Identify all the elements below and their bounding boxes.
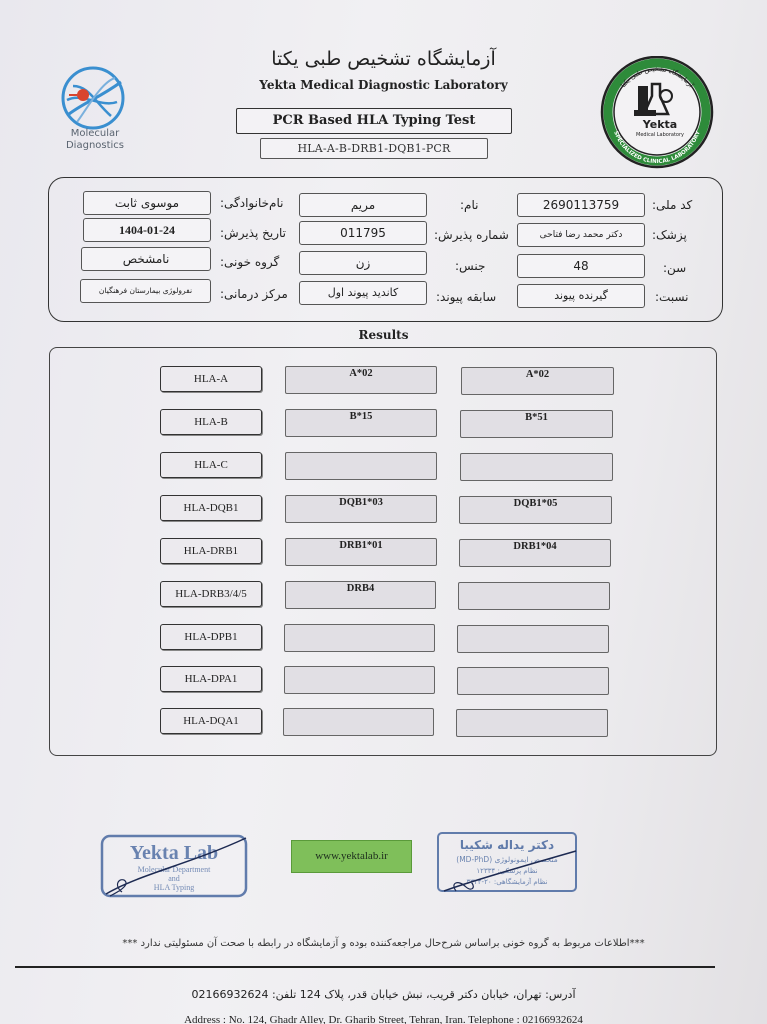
seal-brand: Yekta [642, 118, 678, 131]
seal-ring-text: SPECIALIZED CLINICAL LABORATORY [612, 130, 702, 166]
national-id-value: 2690113759 [517, 193, 645, 217]
stamp-lab-line1: Molecular Department [137, 865, 211, 874]
national-id-label: کد ملی: [652, 198, 693, 212]
stamp-doctor-name: دکتر یداله شکیبا [459, 838, 555, 852]
reception-number-value: 011795 [299, 221, 427, 245]
last-name-value: موسوی ثابت [83, 191, 211, 215]
age-label: سن: [663, 261, 687, 275]
allele1-hla-dqa1 [283, 708, 434, 736]
relation-value: گیرنده پیوند [517, 284, 645, 308]
first-name-label: نام: [460, 198, 479, 212]
reception-number-label: شماره پذیرش: [434, 228, 509, 242]
allele1-hla-dqb1: DQB1*03 [285, 495, 437, 523]
locus-label-hla-dpb1: HLA-DPB1 [160, 624, 262, 650]
transplant-history-value: کاندید پیوند اول [299, 281, 427, 305]
test-subtitle-box: HLA-A-B-DRB1-DQB1-PCR [260, 138, 488, 159]
treatment-center-label: مرکز درمانی: [220, 287, 288, 301]
allele2-hla-dqb1: DQB1*05 [459, 496, 612, 524]
website-link[interactable]: www.yektalab.ir [291, 840, 412, 873]
stamp-doctor-code2: نظام آزمایشگاهی: ۲۰-۳۳۲۴ [466, 878, 548, 886]
stamp-lab-line2: and [168, 874, 180, 883]
last-name-label: نام‌خانوادگی: [220, 196, 284, 210]
allele2-hla-drb1: DRB1*04 [459, 539, 611, 567]
allele2-hla-c [460, 453, 613, 481]
allele1-hla-dpb1 [284, 624, 435, 652]
test-title-box: PCR Based HLA Typing Test [236, 108, 512, 134]
physician-label: پزشک: [652, 228, 687, 242]
doctor-stamp [436, 831, 578, 893]
lab-title-persian: آزمایشگاه تشخیص طبی یکتا [271, 48, 496, 70]
yekta-lab-stamp [100, 834, 248, 898]
allele2-hla-a: A*02 [461, 367, 614, 395]
age-value: 48 [517, 254, 645, 278]
locus-label-hla-drb1: HLA-DRB1 [160, 538, 262, 564]
allele2-hla-drb345 [458, 582, 610, 610]
locus-label-hla-c: HLA-C [160, 452, 262, 478]
locus-label-hla-drb345: HLA-DRB3/4/5 [160, 581, 262, 607]
allele1-hla-drb345: DRB4 [285, 581, 436, 609]
gender-value: زن [299, 251, 427, 275]
treatment-center-value: نفرولوژی بیمارستان فرهنگیان [80, 279, 211, 303]
allele1-hla-a: A*02 [285, 366, 437, 394]
footer-divider [15, 966, 715, 968]
allele2-hla-dpb1 [457, 625, 609, 653]
stamp-lab-line3: HLA Typing [153, 883, 195, 892]
results-heading: Results [358, 328, 409, 342]
allele1-hla-b: B*15 [285, 409, 437, 437]
relation-label: نسبت: [655, 290, 689, 304]
transplant-history-label: سابقه پیوند: [436, 290, 497, 304]
allele2-hla-dqa1 [456, 709, 608, 737]
locus-label-hla-dpa1: HLA-DPA1 [160, 666, 262, 692]
stamp-lab-title: Yekta Lab [129, 842, 219, 864]
first-name-value: مریم [299, 193, 427, 217]
seal-brand-sub: Medical Laboratory [636, 132, 684, 138]
locus-label-hla-dqa1: HLA-DQA1 [160, 708, 262, 734]
reception-date-label: تاریخ پذیرش: [220, 226, 286, 240]
reception-date-value: 1404-01-24 [83, 218, 211, 242]
blood-group-disclaimer: ***اطلاعات مربوط به گروه خونی براساس شرح‌حال مراجعه‌کننده بوده و آزمایشگاه در رابطه با صحت آن مسئولیتی ندارد *** [122, 938, 645, 949]
lab-seal-logo [598, 56, 716, 169]
allele1-hla-c [285, 452, 437, 480]
stamp-doctor-code1: نظام پزشکی: ۱۲۳۳۴ [476, 867, 538, 875]
allele2-hla-dpa1 [457, 667, 609, 695]
physician-value: دکتر محمد رضا فتاحی [517, 223, 645, 247]
allele1-hla-drb1: DRB1*01 [285, 538, 437, 566]
logo-text-diagnostics: Diagnostics [65, 140, 125, 151]
locus-label-hla-a: HLA-A [160, 366, 262, 392]
allele2-hla-b: B*51 [460, 410, 613, 438]
allele1-hla-dpa1 [284, 666, 435, 694]
lab-title-english: Yekta Medical Diagnostic Laboratory [259, 78, 508, 92]
address-english: Address : No. 124, Ghadr Alley, Dr. Gharib Street, Tehran, Iran. Telephone : 02166932624 [184, 1014, 583, 1024]
blood-group-value: نامشخص [81, 247, 211, 271]
blood-group-label: گروه خونی: [220, 255, 280, 269]
locus-label-hla-dqb1: HLA-DQB1 [160, 495, 262, 521]
gender-label: جنس: [455, 259, 486, 273]
logo-text-molecular: Molecular [70, 128, 120, 139]
stamp-doctor-degree: (MD-PhD) متخصص ایمونولوژی [456, 855, 558, 864]
locus-label-hla-b: HLA-B [160, 409, 262, 435]
address-persian: آدرس: تهران، خیابان دکتر قریب، نبش خیابان قدر، پلاک 124 تلفن: 02166932624 [191, 988, 576, 1001]
seal-ring-text-persian: آزمایشگاه تشخیص طبی یکتا [619, 64, 695, 90]
